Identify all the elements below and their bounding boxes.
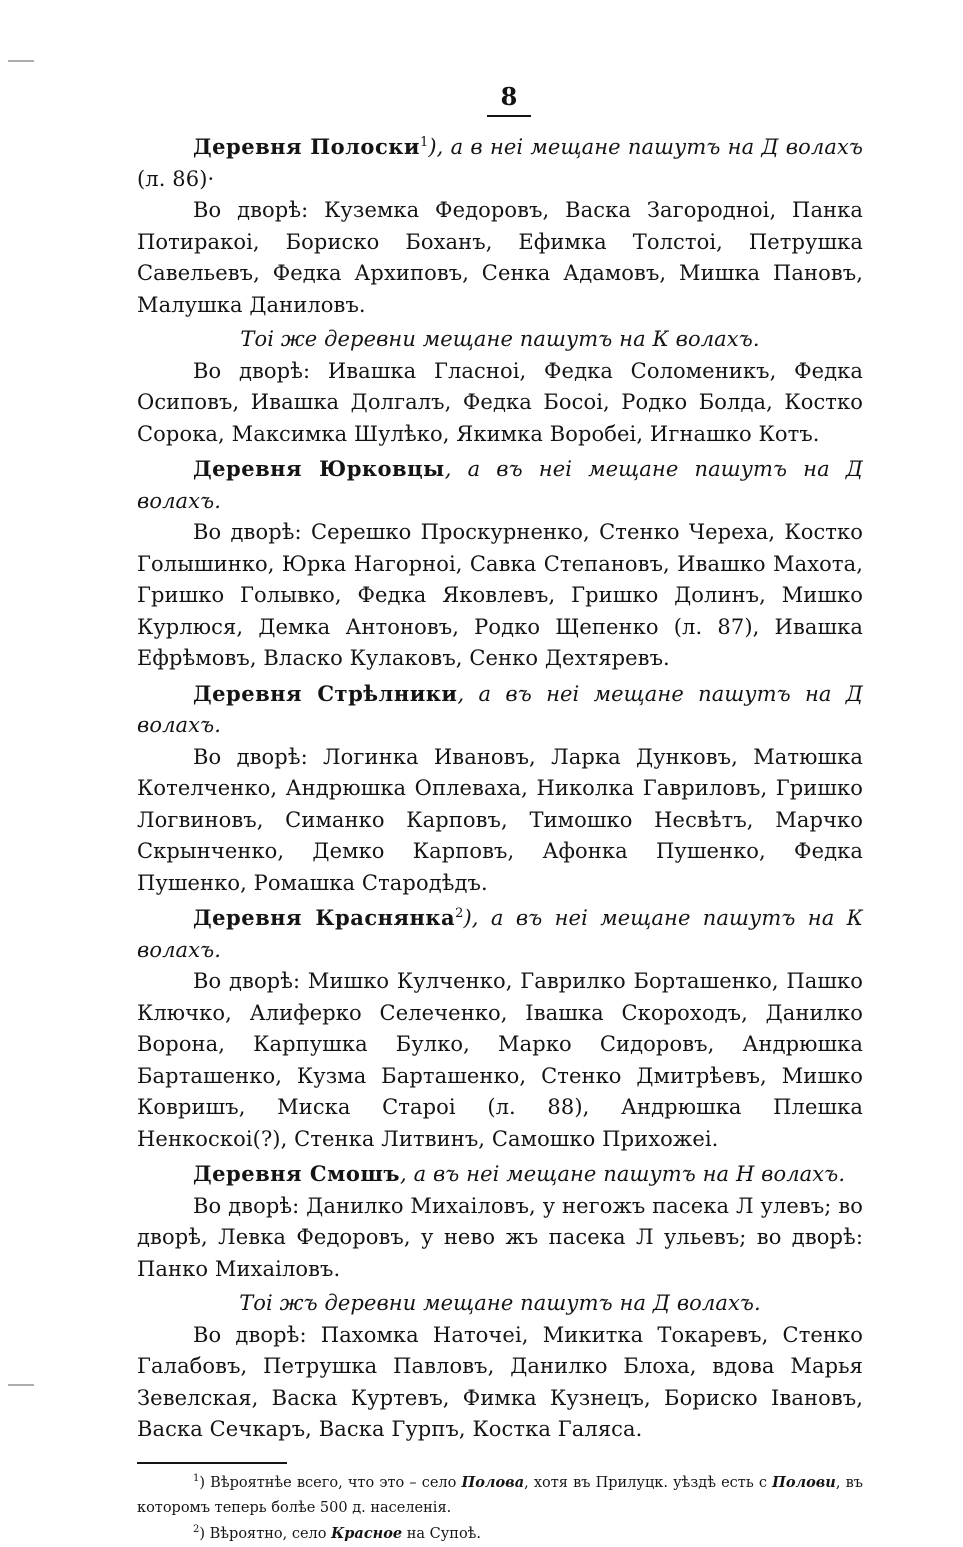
village-name: Деревня Юрковцы: [193, 456, 445, 481]
subheading: Тоі жъ деревни мещане пашутъ на Д волахъ.: [239, 1291, 761, 1315]
footnote-text: ) Вѣроятно, село: [199, 1525, 332, 1542]
scan-margin-mark: [8, 1384, 34, 1386]
footnote-divider: [137, 1462, 287, 1464]
household-list: Во дворѣ: Логинка Ивановъ, Ларка Дунковъ, Матюшка Котелченко, Андрюшка Оплеваха, Николка Гавриловъ, Гришко Логвиновъ, Симанко Карповъ, Тимошко Несвѣтъ, Марчко Скрынченко, Демко Карповъ, Афонка Пушенко, Федка Пушенко, Ромашка Стародѣдъ.: [137, 744, 863, 895]
village-name: Деревня Смошъ: [193, 1161, 401, 1186]
village-name: Деревня Краснянка: [193, 905, 456, 930]
household-list: Во дворѣ: Серешко Проскурненко, Стенко Череха, Костко Голышинко, Юрка Нагорноі, Савка Степановъ, Ивашко Махота, Гришко Голывко, Федка Яковлевъ, Гришко Долинъ, Мишко Курлюся, Демка Антоновъ, Родко Щепенко (л. 87), Ивашка Ефрѣмовъ, Власко Кулаковъ, Сенко Дехтяревъ.: [137, 520, 863, 670]
footnote-text: , хотя въ Прилуцк. уѣздѣ есть с: [524, 1474, 773, 1491]
village-heading: [137, 902, 863, 966]
footnote-2: [137, 1521, 863, 1547]
village-heading: [137, 453, 863, 517]
document-page: [137, 80, 863, 1547]
household-list: Во дворѣ: Куземка Федоровъ, Васка Загородноі, Панка Потиракоі, Бориско Боханъ, Ефимка Толстоі, Петрушка Савельевъ, Федка Архиповъ, Сенка Адамовъ, Мишка Пановъ, Малушка Даниловъ.: [137, 198, 863, 317]
footnote-1: [137, 1470, 863, 1521]
heading-text: ), а в неі мещане пашутъ на Д волахъ: [428, 135, 863, 159]
footnote-text: ) Вѣроятнѣе всего, что это – село: [199, 1474, 462, 1491]
village-section-strelniki: [137, 678, 863, 900]
footnote-mark: 1: [193, 1472, 200, 1484]
village-section-smosh: [137, 1158, 863, 1285]
footnote-place: Полови: [772, 1473, 836, 1491]
village-name: Деревня Стрѣлники: [193, 680, 458, 706]
village-heading: [137, 1158, 863, 1191]
heading-text: , а въ неі мещане пашутъ на Д волахъ.: [137, 681, 863, 737]
footnote-text: на Супоѣ.: [402, 1525, 482, 1542]
footnote-mark: 2: [193, 1523, 200, 1535]
heading-text: , а въ неі мещане пашутъ на Н волахъ.: [400, 1162, 846, 1186]
village-section-yurkovtsy: [137, 453, 863, 675]
folio-ref: (л. 86)·: [137, 166, 215, 191]
footnote-place: Полова: [461, 1473, 525, 1491]
footnote-place: Красное: [331, 1524, 403, 1542]
footnote-ref[interactable]: 2: [455, 906, 464, 921]
village-heading: [137, 678, 863, 742]
village-name: Деревня Полоски: [193, 134, 420, 159]
village-section-krasnyanka: [137, 902, 863, 1155]
subheading: Тоі же деревни мещане пашутъ на К волахъ.: [240, 327, 760, 351]
household-list: Во дворѣ: Мишко Кулченко, Гаврилко Борташенко, Пашко Ключко, Алиферко Селеченко, Івашка Скороходъ, Данилко Ворона, Карпушка Булко, Марко Сидоровъ, Андрюшка Барташенко, Кузма Барташенко, Стенко Дмитрѣевъ, Мишко Ковришъ, Миска Староі (л. 88), Андрюшка Плешка Ненкоскоі(?), Стенка Литвинъ, Самошко Прихожеі.: [137, 969, 863, 1151]
household-list: Во дворѣ: Данилко Михаіловъ, у негожъ пасека Л улевъ; во дворѣ, Левка Федоровъ, у нево жъ пасека Л ульевъ; во дворѣ: Панко Михаіловъ.: [137, 1193, 863, 1281]
heading-text: , а въ неі мещане пашутъ на Д волахъ.: [137, 457, 863, 513]
village-section-polosky: [137, 131, 863, 321]
household-list: Во дворѣ: Пахомка Наточеі, Микитка Токаревъ, Стенко Галабовъ, Петрушка Павловъ, Данилко Блоха, вдова Марья Зевелская, Васка Куртевъ, Фимка Кузнецъ, Бориско Івановъ, Васка Сечкаръ, Васка Гурпъ, Костка Галяса.: [137, 1322, 863, 1441]
village-heading: [137, 131, 863, 195]
heading-text: ), а въ неі мещане пашутъ на К волахъ.: [137, 906, 863, 962]
scan-margin-mark: [8, 60, 34, 62]
village-subsection: [137, 1288, 863, 1446]
page-number: 8: [137, 80, 863, 117]
footnote-ref[interactable]: 1: [419, 135, 429, 150]
household-list: Во дворѣ: Ивашка Гласноі, Федка Соломеникъ, Федка Осиповъ, Ивашка Долгалъ, Федка Босоі, Родко Болда, Костко Сорока, Максимка Шулѣко, Якимка Воробеі, Игнашко Котъ.: [137, 358, 863, 446]
footnote-text: , въ которомъ теперь болѣе 500 д. населенія.: [137, 1474, 864, 1516]
village-subsection: [137, 324, 863, 450]
